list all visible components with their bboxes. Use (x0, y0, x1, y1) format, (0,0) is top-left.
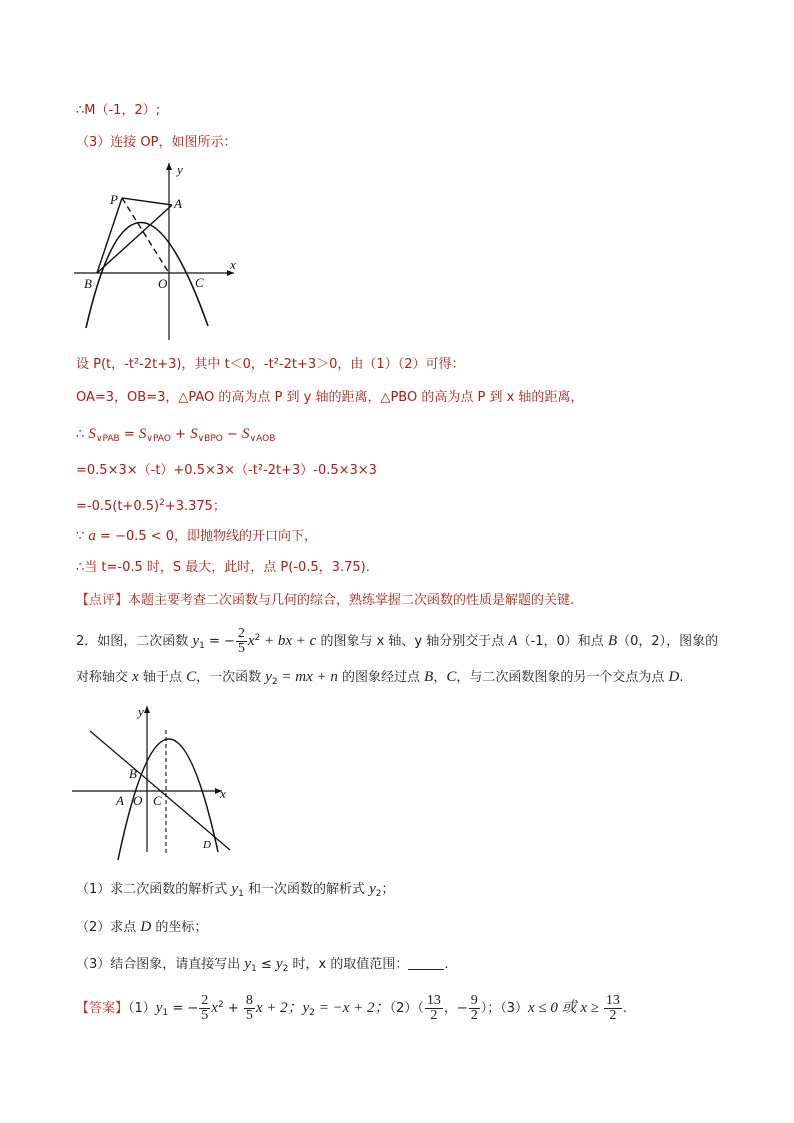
fig2-label-o: O (133, 793, 143, 808)
q2-x-sup: 2 (254, 633, 261, 643)
s-pab-sub: ∨PAB (95, 434, 120, 444)
ans-frac1: $\frac{2}{5}$ (201, 993, 209, 1023)
coef-a: a (88, 528, 96, 544)
line-vertex-form (76, 493, 226, 517)
q2b-a: 对称轴交 (76, 670, 133, 685)
p2-b: 的坐标； (151, 920, 208, 935)
ans-eq2: = −x + 2； (315, 1000, 390, 1016)
fig2-label-d: D (203, 839, 211, 851)
therefore: ∴ (76, 427, 85, 442)
s-bpo-sub: ∨BPO (197, 434, 223, 444)
comment-text: 本题主要考查二次函数与几何的综合，熟练掌握二次函数的性质是解题的关键. (128, 593, 575, 608)
p3-y1: y (244, 956, 252, 972)
eq-sign: = (119, 427, 139, 442)
answer-tag: 【答案】 (76, 1001, 129, 1016)
p1-y1: y (231, 881, 239, 897)
ans-a: （1） (128, 1001, 156, 1016)
q2b-b: 轴于点 (138, 670, 187, 685)
part-2 (76, 917, 207, 938)
p1-y2: y (369, 881, 376, 897)
ans-c: ，− (443, 1001, 468, 1016)
ans-g: . (622, 1001, 627, 1016)
q2b-text-c: ，一次函数 (196, 670, 266, 685)
ans-eq1: = − (168, 1001, 199, 1016)
fig2-label-y: y (138, 704, 144, 719)
q2b-c: C (186, 669, 197, 685)
q2b-e: 的图象经过点 (337, 670, 425, 685)
part-1 (76, 879, 395, 904)
p3-a: （3）结合图象，请直接写出 (76, 957, 245, 972)
p3-c: . (444, 957, 449, 972)
p3-b: 时，x 的取值范围： (288, 957, 409, 972)
plus-sign: + (170, 427, 191, 442)
ans-x2: x (211, 1000, 218, 1016)
because: ∵ (76, 529, 89, 544)
q2b-x: x (132, 669, 139, 685)
minus-sign: − (222, 427, 243, 442)
q2b-b-point: B (424, 669, 434, 685)
ans-frac4: $\frac{9}{2}$ (470, 993, 478, 1023)
q2-f: （0，2），图象的 (617, 634, 719, 649)
s-bpo: S (190, 426, 198, 442)
answer-blank[interactable] (408, 955, 444, 970)
ans-d: ）；（3） (480, 1001, 529, 1016)
line-m-point: ∴M（-1，2）; (76, 103, 161, 118)
q2-bxc: + bx + c (260, 633, 317, 649)
p2-d: D (140, 919, 152, 935)
ans-b: （2）（ (389, 1001, 424, 1016)
line-set-p: 设 P(t，-t²-2t+3)，其中 t＜0，-t²-2t+3＞0，由（1）（2）可得： (76, 357, 465, 372)
q2-eq: = − (204, 634, 235, 649)
line-max-s: ∴当 t=-0.5 时，S 最大，此时，点 P(-0.5，3.75). (76, 560, 370, 575)
q2-x: x (247, 633, 255, 649)
p1-a: （1）求二次函数的解析式 (76, 882, 232, 897)
ans-frac3: $\frac{13}{2}$ (426, 993, 441, 1023)
vertex-form-a: =-0.5(t+0.5) (76, 499, 160, 514)
fig1-label-a: A (174, 196, 182, 211)
fig1-label-b: B (84, 276, 92, 291)
answer-line (76, 988, 627, 1030)
p2-a: （2）求点 (76, 920, 141, 935)
q2-point-a: A (508, 633, 518, 649)
q2-frac: $\frac{2}{5}$ (237, 626, 245, 656)
p3-y2: y (275, 956, 283, 972)
ans-x: x + 2； (255, 1000, 303, 1016)
s-pao: S (138, 426, 147, 442)
q2-y: y (192, 633, 200, 649)
s-aob-sub: ∨AOB (249, 434, 276, 444)
q2b-c-point: C (446, 669, 457, 685)
q2b-f: ， (433, 670, 447, 685)
ans-frac2: $\frac{8}{5}$ (245, 993, 253, 1023)
p3-y1-sub: 1 (251, 964, 257, 974)
p1-y2-sub: 2 (375, 889, 382, 899)
ans-sup: 2 (217, 1000, 224, 1010)
question-2-line-1 (76, 623, 718, 661)
fig2-label-c: C (153, 793, 162, 808)
line-expand: =0.5×3×（-t）+0.5×3×（-t²-2t+3）-0.5×3×3 (76, 463, 377, 478)
line-area-formula (76, 424, 275, 449)
figure-parabola-pab (74, 158, 244, 343)
ans-plus: + (223, 1001, 243, 1016)
q2-d: 的图象与 x 轴、y 轴分别交于点 (316, 634, 509, 649)
s-aob: S (242, 426, 250, 442)
p3-le: ≤ (256, 957, 276, 972)
q2b-h: . (679, 670, 684, 685)
part-3 (76, 954, 449, 979)
fig1-label-o: O (158, 276, 168, 291)
fig2-label-x: x (220, 786, 226, 801)
q2-a: 2．如图，二次函数 (76, 634, 193, 649)
ans-y2-sub: 2 (309, 1008, 316, 1018)
ans-y1-sub: 1 (162, 1008, 169, 1018)
q2-e: （-1，0）和点 (517, 634, 608, 649)
s-pao-sub: ∨PAO (146, 434, 171, 444)
line-opens-down (76, 526, 317, 547)
comment-line (76, 591, 574, 611)
q2b-y2: y (265, 669, 272, 685)
ans-e: x ≤ 0 或 x ≥ (528, 1000, 603, 1016)
q2-y-sub: 1 (199, 641, 205, 651)
fig1-label-x: x (230, 257, 236, 272)
fig2-label-b: B (129, 766, 137, 781)
p1-c: ； (381, 882, 395, 897)
vertex-form-b: +3.375； (164, 499, 226, 514)
fig1-label-y: y (177, 162, 183, 177)
q2b-mxn: = mx + n (277, 669, 338, 685)
ans-frac5: $\frac{13}{2}$ (605, 993, 620, 1023)
q2b-y2-sub: 2 (271, 677, 278, 687)
line-connect-op: （3）连接 OP，如图所示： (76, 135, 237, 150)
q2b-d-point: D (668, 669, 680, 685)
question-2-line-2 (76, 667, 683, 692)
vertex-form-sup: 2 (159, 498, 165, 508)
ans-y2: y (302, 1000, 310, 1016)
ans-y1: y (155, 1000, 163, 1016)
q2b-g: ，与二次函数图象的另一个交点为点 (456, 670, 669, 685)
line-oa-ob: OA=3，OB=3，△PAO 的高为点 P 到 y 轴的距离，△PBO 的高为点 P 到 x 轴的距离， (76, 390, 584, 405)
fig1-label-c: C (195, 275, 204, 290)
p3-y2-sub: 2 (282, 964, 289, 974)
s-pab: S (88, 426, 96, 442)
p1-b: 和一次函数的解析式 (243, 882, 370, 897)
comment-tag: 【点评】 (76, 593, 129, 608)
q2-point-b: B (607, 633, 618, 649)
fig2-label-a: A (116, 793, 124, 808)
opens-down-text: = −0.5 < 0，即抛物线的开口向下， (95, 529, 318, 544)
figure-parabola-line (70, 702, 240, 862)
fig1-label-p: P (110, 192, 118, 207)
p1-y1-sub: 1 (238, 889, 244, 899)
